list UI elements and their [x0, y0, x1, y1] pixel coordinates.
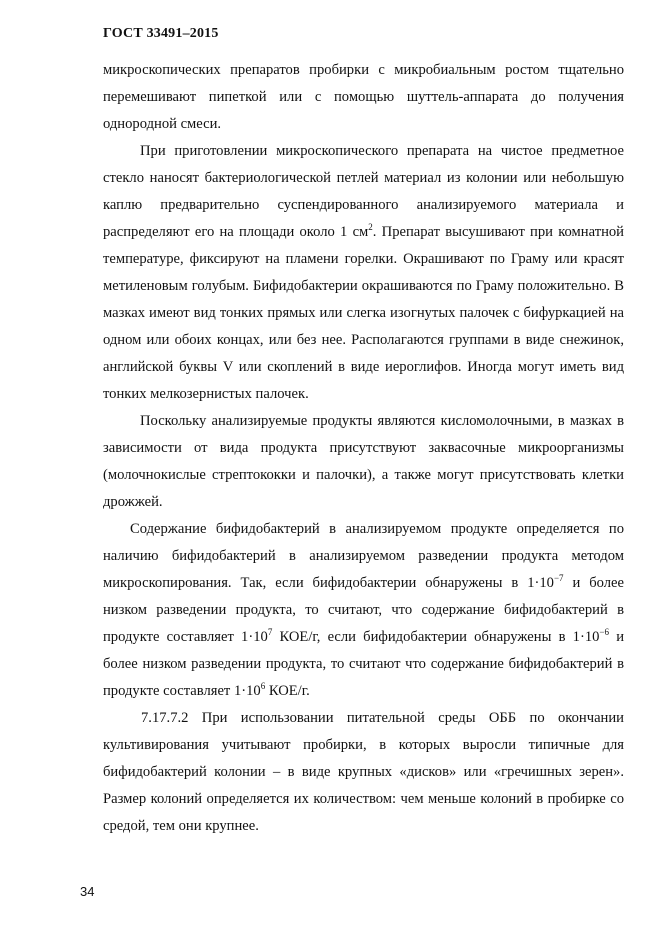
paragraph-bifidobacteria-content — [103, 516, 624, 705]
superscript: 6 — [260, 681, 266, 691]
paragraph-text: При приготовлении микроскопического препарата на чистое предметное стекло наносят бактериологической петлей материал из колонии или небольшую каплю предварительно суспендированного анализируемого материала и распределяют его на площади около 1 см — [103, 143, 624, 240]
paragraph-text: и более низком разведении продукта, то считают что содержание бифидобактерий в продукте составляет 1·10 — [103, 629, 625, 699]
document-body — [103, 57, 624, 840]
paragraph-fermented-products: Поскольку анализируемые продукты являются кисломолочными, в мазках в зависимости от вида продукта присутствуют заквасочные микроорганизмы (молочнокислые стрептококки и палочки), а также могут присутствовать клетки дрожжей. — [103, 413, 624, 510]
paragraph-text: Содержание бифидобактерий в анализируемом продукте определяется по наличию бифидобактерий в анализируемом разведении продукта методом микроскопирования. Так, если бифидобактерии обнаружены в 1·10 — [103, 521, 624, 591]
superscript: −6 — [599, 627, 609, 637]
paragraph-section-7-17-7-2: 7.17.7.2 При использовании питательной среды ОББ по окончании культивирования учитывают пробирки, в которых выросли типичные для бифидобактерий колонии – в виде крупных «дисков» или «гречишных зерен». Размер колоний определяется их количеством: чем меньше колоний в пробирке со средой, тем они крупнее. — [103, 710, 624, 834]
document-header: ГОСТ 33491–2015 — [103, 26, 219, 41]
paragraph-microscopy-prep — [103, 138, 624, 408]
paragraph-text: КОЕ/г, если бифидобактерии обнаружены в 1·10 — [272, 629, 600, 645]
superscript: −7 — [553, 573, 564, 583]
superscript: 7 — [267, 627, 273, 637]
paragraph-text: КОЕ/г. — [265, 683, 310, 699]
paragraph-text: . Препарат высушивают при комнатной температуре, фиксируют на пламени горелки. Окрашивают по Граму или красят метиленовым голубым. Бифидобактерии окрашиваются по Граму положительно. В мазках имеют вид тонких прямых или слегка изогнутых палочек с бифуркацией на одном или обоих концах, или без нее. Располагаются группами в виде снежинок, английской буквы V или скоплений в виде иероглифов. Иногда могут иметь вид тонких мелкозернистых палочек. — [103, 224, 624, 402]
superscript: 2 — [368, 222, 373, 232]
paragraph-continuation: микроскопических препаратов пробирки с микробиальным ростом тщательно перемешивают пипеткой или с помощью шуттель-аппарата до получения однородной смеси. — [103, 62, 624, 132]
paragraph-text: и более низком разведении продукта, то считают, что содержание бифидобактерий в продукте составляет 1·10 — [103, 575, 624, 645]
page-number: 34 — [80, 884, 95, 899]
